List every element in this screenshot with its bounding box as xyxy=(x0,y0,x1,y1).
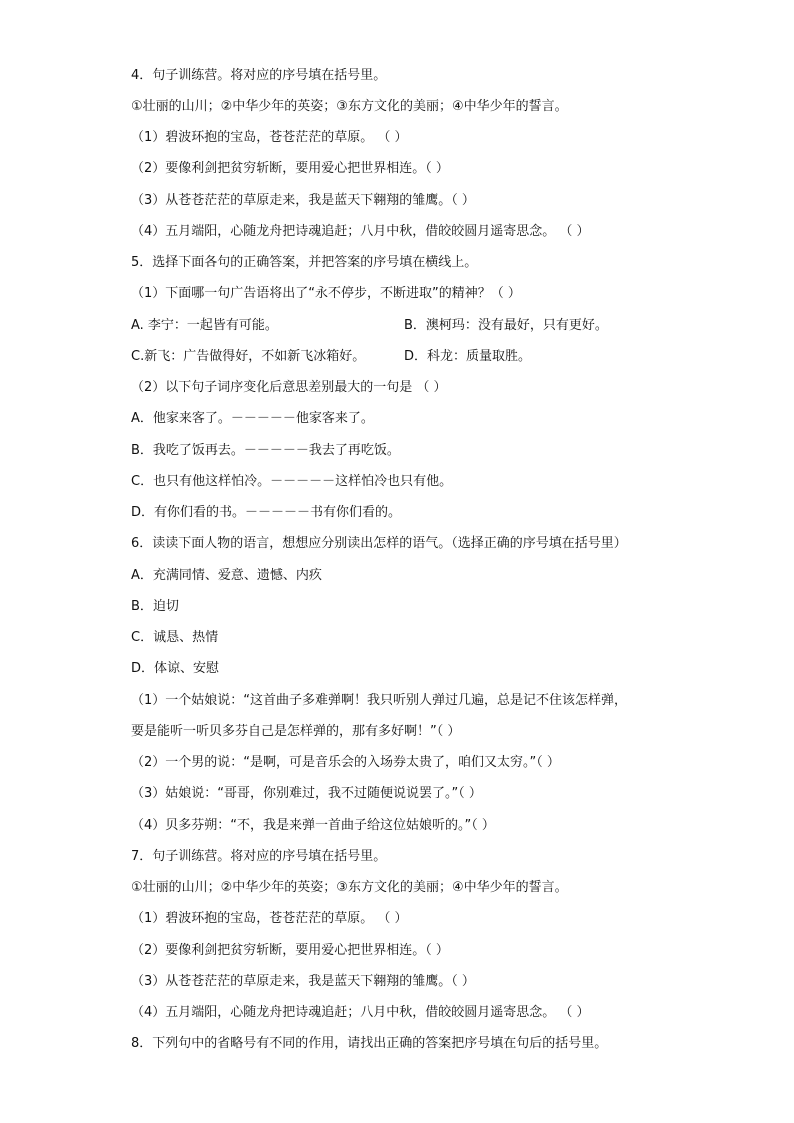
question-4-options: ①壮丽的山川；②中华少年的英姿；③东方文化的美丽；④中华少年的誓言。 xyxy=(131,99,568,114)
question-6-option-b: B．迫切 xyxy=(131,599,179,614)
question-7-options: ①壮丽的山川；②中华少年的英姿；③东方文化的美丽；④中华少年的誓言。 xyxy=(131,880,568,895)
question-7-item-4: （4）五月端阳，心随龙舟把诗魂追赶；八月中秋，借皎皎圆月遥寄思念。 （ ） xyxy=(131,1005,590,1020)
question-6-option-c: C．诚恳、热情 xyxy=(131,630,219,645)
question-5-sub-2-option-c: C．也只有他这样怕冷。－－－－－这样怕冷也只有他。 xyxy=(131,474,453,489)
question-4-item-1: （1）碧波环抱的宝岛，苍苍茫茫的草原。 （ ） xyxy=(131,130,408,145)
question-6-title: 6．读读下面人物的语言，想想应分别读出怎样的语气。（选择正确的序号填在括号里） xyxy=(131,536,627,551)
question-5-sub-1-option-b: B．澳柯玛：没有最好，只有更好。 xyxy=(404,318,608,333)
question-6-option-a: A．充满同情、爱意、遗憾、内疚 xyxy=(131,568,322,583)
question-6-item-1-line-1: （1）一个姑娘说：“这首曲子多难弹啊！我只听别人弹过几遍，总是记不住该怎样弹， xyxy=(131,693,628,708)
question-5-sub-1-option-a: A. 李宁：一起皆有可能。 xyxy=(131,318,278,333)
question-5-sub-2-option-d: D．有你们看的书。－－－－－书有你们看的。 xyxy=(131,505,402,520)
question-6-item-3: （3）姑娘说：“哥哥，你别难过，我不过随便说说罢了。”（ ） xyxy=(131,786,482,801)
question-5-sub-1-option-d: D．科龙：质量取胜。 xyxy=(404,349,532,364)
question-7-title: 7．句子训练营。将对应的序号填在括号里。 xyxy=(131,849,387,864)
question-5-sub-1-prompt: （1）下面哪一句广告语将出了“永不停步，不断进取”的精神？（ ） xyxy=(131,286,521,301)
question-5-sub-2-prompt: （2）以下句子词序变化后意思差别最大的一句是 （ ） xyxy=(131,380,447,395)
question-6-item-1-line-2: 要是能听一听贝多芬自己是怎样弹的，那有多好啊！”（ ） xyxy=(131,724,461,739)
question-4-item-3: （3）从苍苍茫茫的草原走来，我是蓝天下翱翔的雏鹰。（ ） xyxy=(131,193,475,208)
question-4-item-4: （4）五月端阳，心随龙舟把诗魂追赶；八月中秋，借皎皎圆月遥寄思念。 （ ） xyxy=(131,224,590,239)
question-5-title: 5．选择下面各句的正确答案，并把答案的序号填在横线上。 xyxy=(131,255,478,270)
question-4-title: 4．句子训练营。将对应的序号填在括号里。 xyxy=(131,68,387,83)
question-4-item-2: （2）要像利剑把贫穷斩断，要用爱心把世界相连。（ ） xyxy=(131,161,449,176)
question-5-sub-2-option-b: B．我吃了饭再去。－－－－－我去了再吃饭。 xyxy=(131,443,400,458)
question-7-item-3: （3）从苍苍茫茫的草原走来，我是蓝天下翱翔的雏鹰。（ ） xyxy=(131,974,475,989)
question-7-item-2: （2）要像利剑把贫穷斩断，要用爱心把世界相连。（ ） xyxy=(131,943,449,958)
question-6-item-2: （2）一个男的说：“是啊，可是音乐会的入场券太贵了，咱们又太穷。”（ ） xyxy=(131,755,560,770)
question-5-sub-1-option-c: C.新飞：广告做得好，不如新飞冰箱好。 xyxy=(131,349,366,364)
question-8-title: 8．下列句中的省略号有不同的作用，请找出正确的答案把序号填在句后的括号里。 xyxy=(131,1036,608,1051)
question-5-sub-2-option-a: A．他家来客了。－－－－－他家客来了。 xyxy=(131,411,374,426)
question-7-item-1: （1）碧波环抱的宝岛，苍苍茫茫的草原。 （ ） xyxy=(131,911,408,926)
question-6-item-4: （4）贝多芬朔：“不，我是来弹一首曲子给这位姑娘听的。”（ ） xyxy=(131,818,495,833)
question-6-option-d: D．体谅、安慰 xyxy=(131,661,220,676)
